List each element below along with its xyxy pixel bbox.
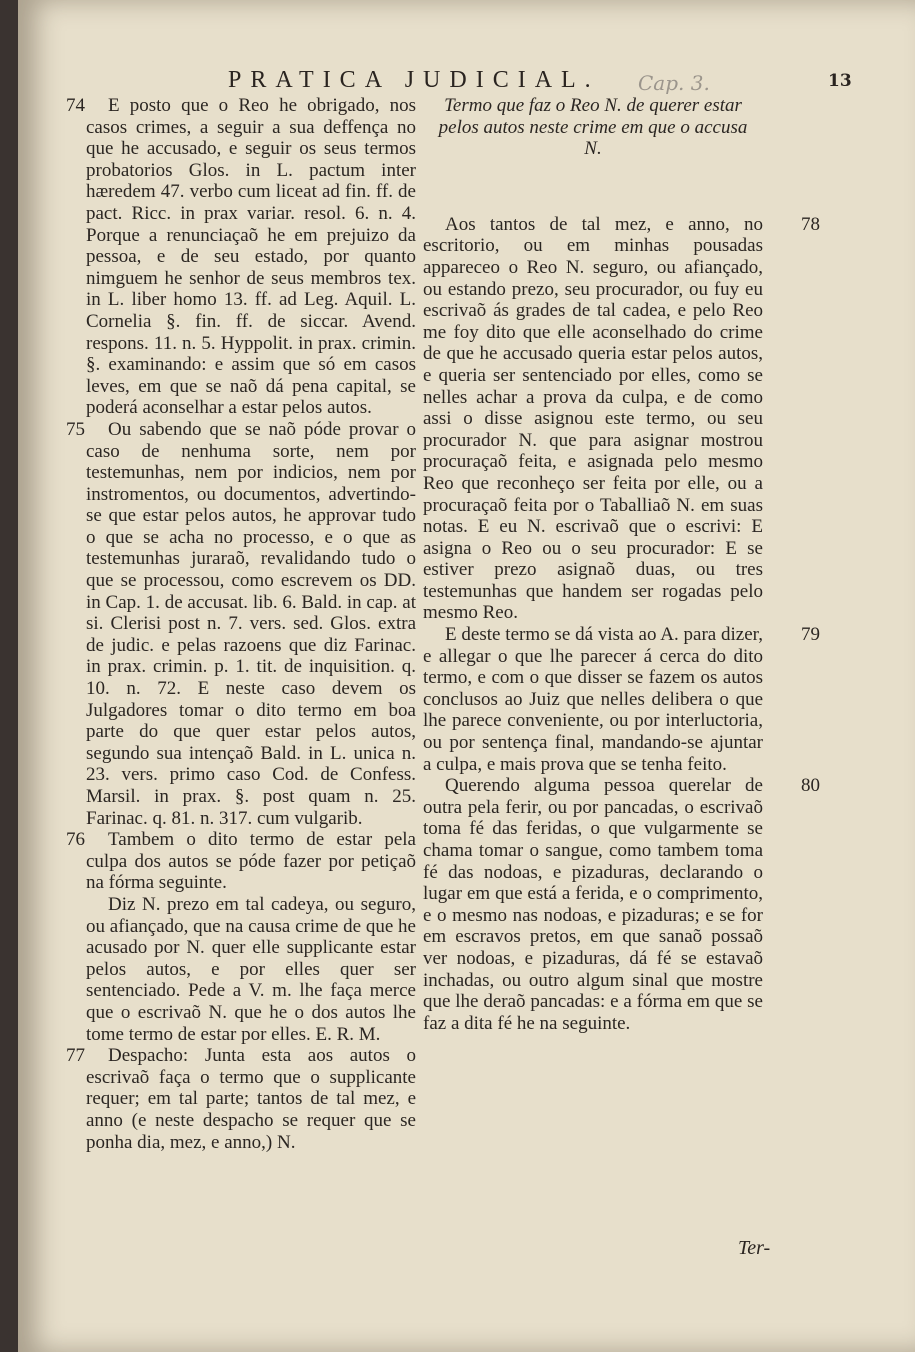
paragraph-text: Despacho: Junta esta aos autos o escrivaõ faça o termo que o supplicante requer; em tal parte; tantos de tal mez, e anno (e neste despacho se requer que se ponha dia, mez, e anno,) N. bbox=[86, 1045, 416, 1153]
paragraph-number: 79 bbox=[801, 624, 820, 646]
paragraph-number: 77 bbox=[66, 1045, 85, 1067]
page-number: 13 bbox=[828, 71, 852, 91]
paragraph bbox=[66, 1045, 416, 1153]
paragraph-number: 74 bbox=[66, 95, 85, 116]
spacer bbox=[423, 164, 763, 214]
book-page bbox=[18, 0, 915, 1352]
paragraph-text: Querendo alguma pessoa querelar de outra pela ferir, ou por pancadas, o escrivaõ toma fé das feridas, o que vulgarmente se chama tomar o sangue, como tambem toma fé das nodoas, e pizaduras, declarando o lugar em que está a ferida, e o comprimento, e o mesmo nas nodoas, e pizaduras; e se for em escravos pretos, em que sanaõ possaõ ver nodoas, e pizaduras, dá fé se estavaõ inchadas, ou outro algum sinal que mostre que lhe deraõ pancadas: e a fórma em que se faz a dita fé he na seguinte. bbox=[423, 775, 763, 1034]
paragraph-text: Ou sabendo que se naõ póde provar o caso de nenhuma sorte, nem por testemunhas, nem por indicios, nem por instromentos, ou documentos, advertindo-se que estar pelos autos, he approvar tudo o que se acha no processo, e o que as testemunhas juraraõ, revalidando tudo o que se processou, como escrevem os DD. in Cap. 1. de accusat. lib. 6. Bald. in cap. at si. Clerisi post n. 7. vers. sed. Glos. extra de judic. e pelas razoens que diz Farinac. in prax. crimin. p. 1. tit. de inquisition. q. 10. n. 72. E neste caso devem os Julgadores tomar o dito termo em boa parte do que quer estar pelos autos, segundo sua intençaõ Bald. in L. unica n. 23. vers. primo caso Cod. de Confess. Marsil. in prax. §. post quam n. 25. Farinac. q. 81. n. 317. cum vulgarib. bbox=[86, 418, 416, 829]
paragraph-number: 75 bbox=[66, 418, 85, 440]
paragraph bbox=[86, 894, 416, 1045]
right-column bbox=[423, 95, 820, 1034]
paragraph bbox=[423, 775, 820, 1034]
left-column bbox=[66, 95, 416, 1153]
paragraph-text: Diz N. prezo em tal cadeya, ou seguro, ou afiançado, que na causa crime de que he acusado por N. quer elle supplicante estar pelos autos, e por elles quer ser sentenciado. Pede a V. m. lhe faça merce que o escrivaõ N. que he o dos autos lhe tome termo de estar por elles. E. R. M. bbox=[86, 893, 416, 1045]
paragraph-number: 76 bbox=[66, 829, 85, 851]
paragraph bbox=[66, 95, 416, 419]
paragraph-text: Tambem o dito termo de estar pela culpa dos autos se póde fazer por petiçaõ na fórma seguinte. bbox=[86, 829, 416, 894]
paragraph bbox=[423, 624, 820, 775]
paragraph-text: E posto que o Reo he obrigado, nos casos crimes, a seguir a sua deffença no que he accusado, e seguir os seus termos probatorios Glos. in L. pactum inter hæredem 47. verbo cum liceat ad fin. ff. de pact. Ricc. in prax variar. resol. 6. n. 4. Porque a renunciaçaõ he em prejuizo da pessoa, e de seu estado, por quanto nimguem he senhor de seus membros tex. in L. liber homo 13. ff. ad Leg. Aquil. L. Cornelia §. fin. ff. de siccar. Avend. respons. 11. n. 5. Hyppolit. in prax. crimin. §. examinando: e assim que só em casos leves, em que se naõ dá pena capital, se poderá aconselhar a estar pelos autos. bbox=[86, 95, 416, 419]
paragraph bbox=[66, 829, 416, 894]
running-head bbox=[18, 67, 915, 97]
paragraph-number: 78 bbox=[801, 213, 820, 235]
paragraph-number: 80 bbox=[801, 775, 820, 797]
paragraph-text: E deste termo se dá vista ao A. para dizer, e allegar o que lhe parecer á cerca do dito termo, e com o que disser se fazem os autos conclusos ao Juiz que nelles delibera o que lhe parece conveniente, ou por interluctoria, ou por sentença final, mandando-se ajuntar a culpa, e mais prova que se tenha feito. bbox=[423, 624, 763, 775]
paragraph bbox=[423, 213, 820, 624]
paragraph bbox=[66, 418, 416, 829]
catchword: Ter- bbox=[738, 1237, 771, 1259]
page-title: PRATICA JUDICIAL. bbox=[228, 67, 600, 93]
paragraph-text: Aos tantos de tal mez, e anno, no escritorio, ou em minhas pousadas appareceo o Reo N. seguro, ou afiançado, ou estando prezo, seu procurador, ou fuy eu escrivaõ ás grades de tal cadea, e pelo Reo me foy dito que elle aconselhado do crime de que he accusado queria estar pelos autos, e queria ser sentenciado por elles, como se nelles achar a prova da culpa, e de como assi o disse asignou este termo, ou seu procurador N. que para asignar mostrou procuraçaõ feita, e asignada pelo mesmo Reo que reconheço ser feita por elle, ou a procuraçaõ feita por o Taballiaõ N. em suas notas. E eu N. escrivaõ que o escrivi: E asigna o Reo ou o seu procurador: E se estiver prezo asignaõ duas, ou tres testemunhas que handem ser rogadas pelo mesmo Reo. bbox=[423, 213, 763, 624]
section-heading: Termo que faz o Reo N. de querer estar pelos autos neste crime em que o accusa N. bbox=[438, 95, 748, 160]
handwritten-note: Cap. 3. bbox=[638, 71, 710, 95]
